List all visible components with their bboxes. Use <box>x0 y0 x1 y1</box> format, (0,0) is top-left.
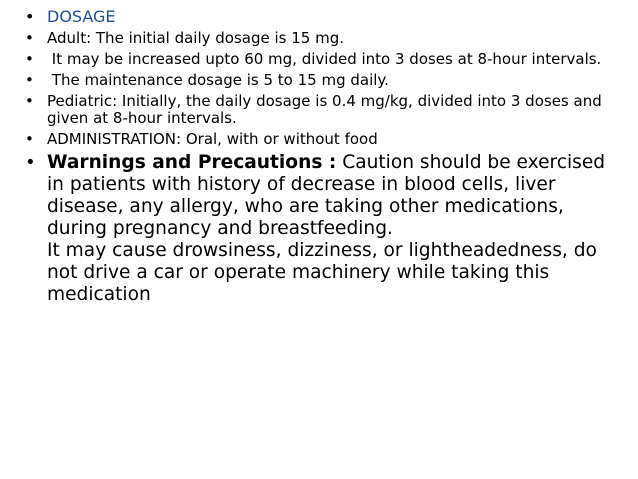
bullet-icon: • <box>25 29 34 47</box>
list-item <box>25 30 625 47</box>
bullet-icon: • <box>25 71 34 89</box>
pediatric-dosage-text: Pediatric: Initially, the daily dosage is 0.4 mg/kg, divided into 3 doses and given at 8-hour intervals. <box>47 92 602 127</box>
maintenance-dosage-text: The maintenance dosage is 5 to 15 mg daily. <box>47 71 389 89</box>
list-item <box>25 72 625 89</box>
warnings-text-2: It may cause drowsiness, dizziness, or lightheadedness, do not drive a car or operate machinery while taking this medication <box>47 240 597 305</box>
bullet-list <box>25 6 625 306</box>
adult-dosage-text: Adult: The initial daily dosage is 15 mg. <box>47 29 345 47</box>
list-item <box>25 93 625 127</box>
bullet-icon: • <box>25 130 34 148</box>
warnings-label: Warnings and Precautions : <box>47 152 337 173</box>
bullet-icon: • <box>25 7 35 26</box>
dosage-heading: DOSAGE <box>47 7 116 26</box>
list-item <box>25 51 625 68</box>
list-item-heading <box>25 6 625 27</box>
list-item <box>25 131 625 148</box>
bullet-icon: • <box>25 50 34 68</box>
increase-dosage-text: It may be increased upto 60 mg, divided into 3 doses at 8-hour intervals. <box>47 50 602 68</box>
list-item-warnings <box>25 152 625 306</box>
bullet-icon: • <box>25 152 36 173</box>
bullet-icon: • <box>25 92 34 110</box>
administration-text: ADMINISTRATION: Oral, with or without food <box>47 130 378 148</box>
warnings-text: Caution should be exercised in patients with history of decrease in blood cells, liver disease, any allergy, who are taking other medications, during pregnancy and breastfeeding. <box>47 152 612 239</box>
